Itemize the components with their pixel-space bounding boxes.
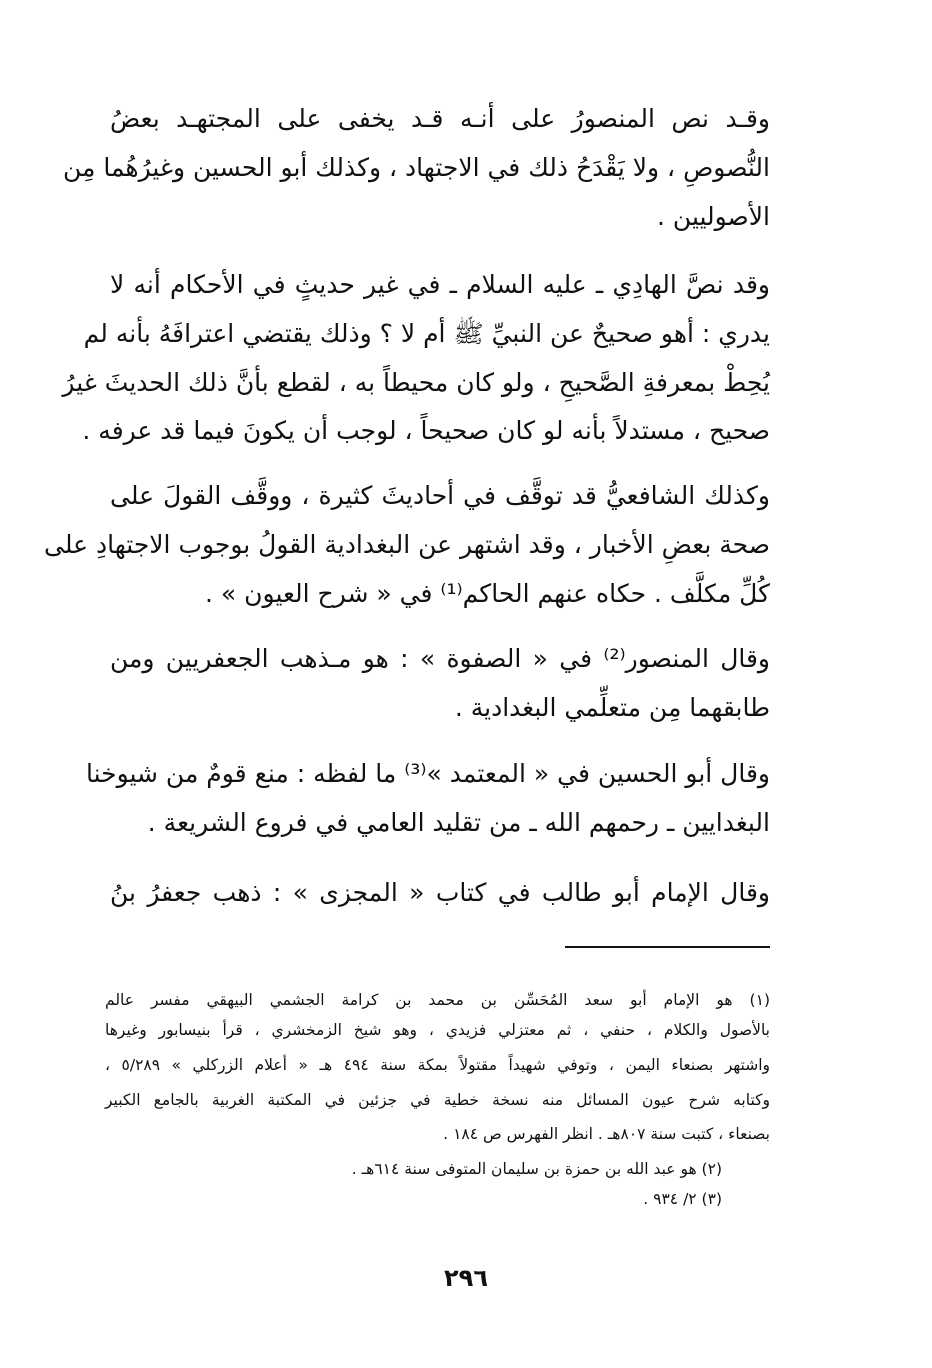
body-line: صحة بعضِ الأخبار ، وقد اشتهر عن البغدادية القولُ بوجوب الاجتهادِ على xyxy=(44,530,770,559)
body-line: وقد نصَّ الهادِي ـ عليه السلام ـ في غير حديثٍ في الأحكام أنه لا xyxy=(110,270,770,299)
body-line: وقال أبو الحسين في « المعتمد »⁽³⁾ ما لفظه : منع قومٌ من شيوخنا xyxy=(85,759,770,788)
body-line: طابقهما مِن متعلِّمي البغدادية . xyxy=(454,693,770,722)
body-line: كُلِّ مكلَّف . حكاه عنهم الحاكم⁽¹⁾ في « شرح العيون » . xyxy=(205,579,770,608)
footnote-separator xyxy=(565,946,770,948)
body-line: وقـد نص المنصورُ على أنـه قـد يخفى على المجتهـد بعضُ xyxy=(110,104,770,133)
page-number: ٢٩٦ xyxy=(444,1264,488,1292)
footnote-line: (٣) ٢/ ٩٣٤ . xyxy=(643,1190,722,1208)
body-line: الأصوليين . xyxy=(657,202,770,231)
body-line: وكذلك الشافعيُّ قد توقَّف في أحاديثَ كثيرة ، ووقَّف القولَ على xyxy=(110,481,770,510)
footnote-line: بصنعاء ، كتبت سنة ٨٠٧هـ . انظر الفهرس ص ١٨٤ . xyxy=(443,1125,770,1143)
body-line: البغدايين ـ رحمهم الله ـ من تقليد العامي في فروع الشريعة . xyxy=(147,808,770,837)
body-line: النُّصوصِ ، ولا يَقْدَحُ ذلك في الاجتهاد ، وكذلك أبو الحسين وغيرُهُما مِن xyxy=(62,153,770,182)
body-line: وقال المنصور⁽²⁾ في « الصفوة » : هو مـذهب الجعفريين ومن xyxy=(110,644,770,673)
footnote-line: (١) هو الإمام أبو سعد المُحَسِّن بن محمد بن كرامة الجشمي البيهقي مفسر عالم xyxy=(105,991,770,1009)
body-line: وقال الإمام أبو طالب في كتاب « المجزى » : ذهب جعفرُ بنُ xyxy=(110,878,770,907)
body-line: يدري : أهو صحيحٌ عن النبيِّ ﷺ أم لا ؟ وذلك يقتضي اعترافَهُ بأنه لم xyxy=(83,319,770,348)
body-line: صحيح ، مستدلاً بأنه لو كان صحيحاً ، لوجب أن يكونَ فيما قد عرفه . xyxy=(82,416,770,445)
footnote-line: وكتابه شرح عيون المسائل منه نسخة خطية في جزئين في المكتبة الغربية بالجامع الكبير xyxy=(105,1091,770,1109)
footnote-line: واشتهر بصنعاء اليمن ، وتوفي شهيداً مقتولاً بمكة سنة ٤٩٤ هـ « أعلام الزركلي » ٥/٢٨٩ ، xyxy=(105,1056,771,1074)
body-line: يُحِطْ بمعرفةِ الصَّحيحِ ، ولو كان محيطاً به ، لقطع بأنَّ ذلك الحديثَ غيرُ xyxy=(62,368,770,397)
footnote-line: بالأصول والكلام ، حنفي ، ثم معتزلي فزيدي ، وهو شيخ الزمخشري ، قرأ بنيسابور وغيرها xyxy=(105,1021,770,1039)
footnote-line: (٢) هو عبد الله بن حمزة بن سليمان المتوفى سنة ٦١٤هـ . xyxy=(351,1160,722,1178)
